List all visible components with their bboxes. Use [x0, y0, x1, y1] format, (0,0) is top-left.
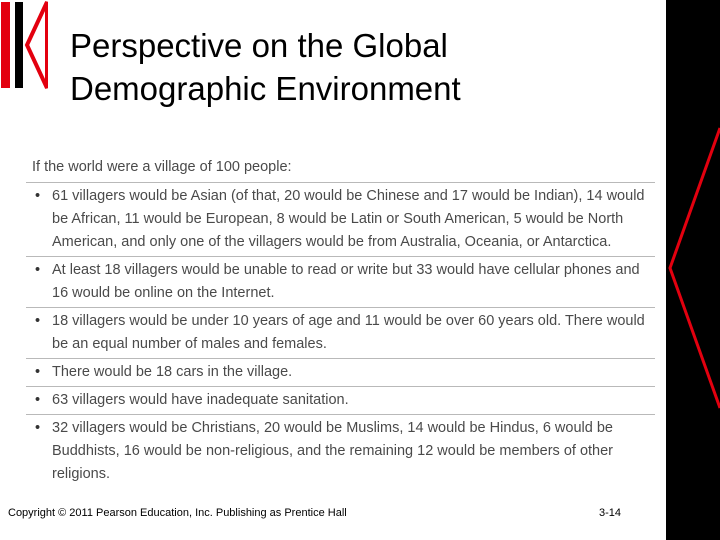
- kotler-k-logo-icon: [0, 0, 48, 92]
- bullet: •: [35, 364, 41, 380]
- title-line-2: Demographic Environment: [70, 70, 461, 107]
- list-item: [26, 183, 655, 257]
- title-line-1: Perspective on the Global: [70, 27, 448, 64]
- list-item-text: There would be 18 cars in the village.: [52, 364, 293, 380]
- copyright-footer: Copyright © 2011 Pearson Education, Inc. Publishing as Prentice Hall: [8, 507, 347, 519]
- list-item: [26, 257, 655, 308]
- bullet: •: [35, 262, 41, 278]
- list-item-text: 61 villagers would be Asian (of that, 20 would be Chinese and 17 would be Indian), 14 would be African, 11 would be European, 8 would be Latin or South American, 5 would be North American, and only one of the villagers would be from Australia, Oceania, or Antarctica.: [52, 188, 645, 250]
- list-item: [26, 387, 655, 415]
- bullet: •: [35, 313, 41, 329]
- village-facts-box: [26, 152, 655, 488]
- page-number: 3-14: [599, 507, 622, 519]
- list-item-text: 63 villagers would have inadequate sanitation.: [52, 392, 349, 408]
- list-item: [26, 308, 655, 359]
- facts-list: [26, 183, 655, 488]
- list-item-text: At least 18 villagers would be unable to read or write but 33 would have cellular phones and 16 would be online on the Internet.: [52, 262, 640, 301]
- red-chevron-decoration-icon: [666, 0, 720, 540]
- intro-text: If the world were a village of 100 people:: [26, 152, 655, 183]
- slide-title: [70, 24, 630, 110]
- list-item-text: 32 villagers would be Christians, 20 would be Muslims, 14 would be Hindus, 6 would be Buddhists, 16 would be non-religious, and the remaining 12 would be members of other religions.: [52, 420, 614, 482]
- list-item: [26, 415, 655, 488]
- bullet: •: [35, 392, 41, 408]
- bullet: •: [35, 420, 41, 436]
- bullet: •: [35, 188, 41, 204]
- list-item-text: 18 villagers would be under 10 years of age and 11 would be over 60 years old. There would be an equal number of males and females.: [52, 313, 645, 352]
- list-item: [26, 359, 655, 387]
